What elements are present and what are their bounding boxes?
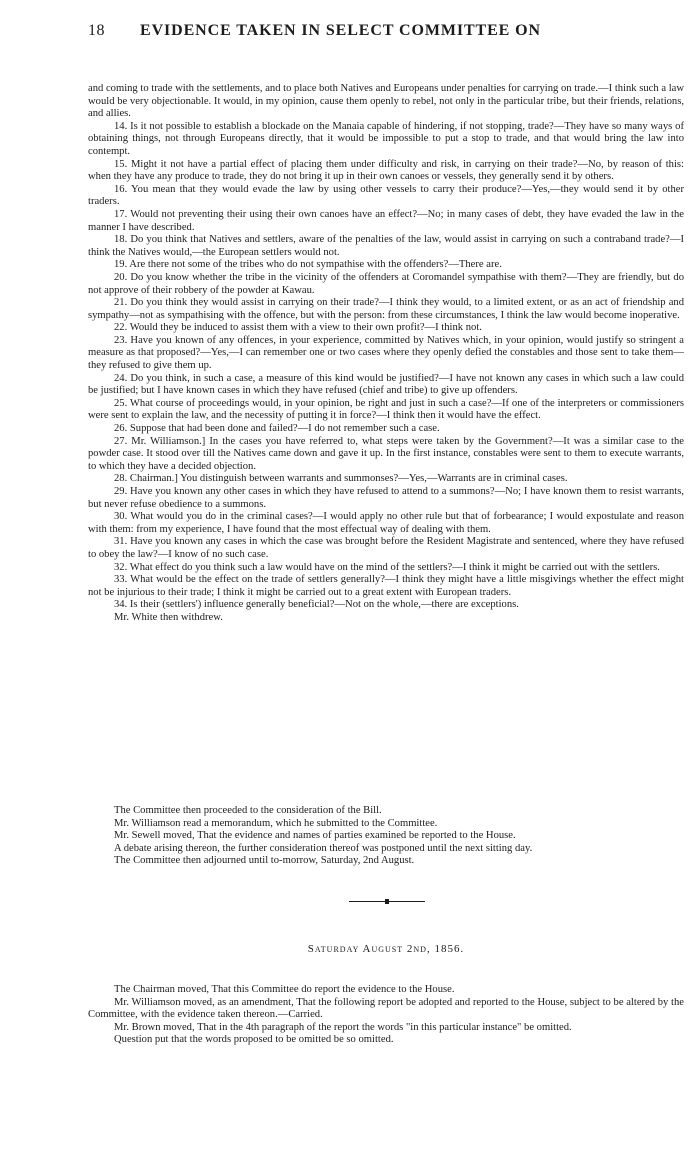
- evidence-paragraph: 26. Suppose that had been done and failed?—I do not remember such a case.: [114, 423, 440, 435]
- proceedings-section: [88, 805, 684, 868]
- evidence-paragraph: 28. Chairman.] You distinguish between warrants and summonses?—Yes,—Warrants are in criminal cases.: [114, 473, 568, 485]
- proceedings-paragraph: A debate arising thereon, the further consideration thereof was postponed until the next sitting day.: [114, 842, 533, 854]
- evidence-paragraph: 18. Do you think that Natives and settlers, aware of the penalties of the law, would assist in carrying on such a contraband trade?—I think the Natives would,—the European settlers would not.: [88, 234, 684, 258]
- proceedings-paragraph: The Committee then proceeded to the consideration of the Bill.: [114, 805, 382, 816]
- evidence-paragraph: 32. What effect do you think such a law would have on the mind of the settlers?—I think it might be carried out with the settlers.: [114, 561, 660, 573]
- evidence-paragraph: 19. Are there not some of the tribes who do not sympathise with the offenders?—There are.: [114, 259, 502, 271]
- evidence-paragraph: 30. What would you do in the criminal cases?—I would apply no other rule but that of forbearance; I would expostulate and reason with them: from my experience, I have found that the most effectual way of dealing with them.: [88, 511, 684, 535]
- evidence-paragraph: 24. Do you think, in such a case, a measure of this kind would be justified?—I have not known any cases in which such a law could be justified; but I have known cases in which they have refused (chief and tribe) to give up offenders.: [88, 372, 684, 397]
- saturday-section: [88, 984, 684, 1047]
- page-number: 18: [88, 22, 105, 39]
- evidence-paragraph: 25. What course of proceedings would, in your opinion, be right and just in such a case?—If one of the interpreters or commissioners were sent to explain the law, and the necessity of putting it in force?—I think then it would have the effect.: [88, 397, 684, 422]
- proceedings-paragraph: Mr. Williamson read a memorandum, which he submitted to the Committee.: [114, 817, 438, 829]
- evidence-paragraph: and coming to trade with the settlements, and to place both Natives and Europeans under penalties for carrying on trade.—I think such a law would be very objectionable. It would, in my opinion, cause them openly to rebel, not only in the particular tribe, but their friends, relations, and allies.: [88, 83, 684, 120]
- evidence-paragraph: 20. Do you know whether the tribe in the vicinity of the offenders at Coromandel sympathise with them?—They are friendly, but do not approve of their robbery of the powder at Kawau.: [88, 271, 684, 296]
- proceedings-paragraph: The Committee then adjourned until to-morrow, Saturday, 2nd August.: [114, 855, 415, 867]
- evidence-paragraph: 14. Is it not possible to establish a blockade on the Manaia capable of hindering, if not stopping, trade?—They have so many ways of obtaining things, not through Europeans directly, that it would be impossible to put a stop to trade, and that would bring the law into contempt.: [88, 120, 684, 157]
- evidence-paragraph: 29. Have you known any other cases in which they have refused to attend to a summons?—No; I have known them to resist warrants, but never refuse obedience to a summons.: [88, 486, 684, 510]
- proceedings-paragraph: Mr. Sewell moved, That the evidence and names of parties examined be reported to the House.: [114, 830, 516, 842]
- evidence-paragraph: 17. Would not preventing their using their own canoes have an effect?—No; in many cases of debt, they have evaded the law in the manner I have described.: [88, 208, 684, 233]
- evidence-section: [88, 83, 684, 625]
- evidence-paragraph: 23. Have you known of any offences, in your experience, committed by Natives which, in your opinion, would justify so stringent a measure as that proposed?—Yes,—I can remember one or two cases where they openly defied the constables and those sent to take them—they refused to give them up.: [88, 334, 684, 372]
- saturday-paragraph: Mr. Brown moved, That in the 4th paragraph of the report the words "in this particular instance" be omitted.: [114, 1021, 572, 1033]
- saturday-paragraph: Question put that the words proposed to be omitted be so omitted.: [114, 1034, 394, 1046]
- evidence-paragraph: 22. Would they be induced to assist them with a view to their own profit?—I think not.: [114, 322, 482, 334]
- evidence-paragraph: 21. Do you think they would assist in carrying on their trade?—I think they would, to a limited extent, or as an act of friendship and sympathy—not as sympathising with the offence, but with the person: from these circumstances, I think the law would become inoperative.: [88, 297, 684, 321]
- evidence-paragraph: 34. Is their (settlers') influence generally beneficial?—Not on the whole,—there are exceptions.: [114, 599, 519, 611]
- evidence-paragraph: 15. Might it not have a partial effect of placing them under difficulty and risk, in carrying on their trade?—No, by reason of this: when they have any produce to trade, they do not bring it up in their own canoes or vessels, they generally send it by others.: [88, 158, 684, 183]
- section-divider: [349, 901, 425, 902]
- evidence-paragraph: Mr. White then withdrew.: [114, 611, 223, 623]
- evidence-paragraph: 16. You mean that they would evade the law by using other vessels to carry their produce?—Yes,—they would send it by other traders.: [88, 183, 684, 208]
- evidence-paragraph: 33. What would be the effect on the trade of settlers generally?—I think they might have a little misgivings whether the effect might not be injurious to their trade; I think it might be carried out to a great extent with European traders.: [88, 574, 684, 598]
- date-heading: Saturday August 2nd, 1856.: [307, 943, 465, 955]
- evidence-paragraph: 27. Mr. Williamson.] In the cases you have referred to, what steps were taken by the Government?—It was a similar case to the powder case. It stood over till the Natives came down and gave it up. In the first instance, constables were sent to them to execute warrants, to which they have a decided objection.: [88, 435, 684, 472]
- page-header: [88, 22, 678, 48]
- saturday-paragraph: The Chairman moved, That this Committee do report the evidence to the House.: [114, 984, 455, 995]
- evidence-paragraph: 31. Have you known any cases in which the case was brought before the Resident Magistrate and sentenced, where they have refused to obey the law?—I know of no such case.: [88, 536, 684, 560]
- saturday-paragraph: Mr. Williamson moved, as an amendment, That the following report be adopted and reported to the House, subject to be altered by the Committee, with the evidence taken thereon.—Carried.: [88, 996, 684, 1021]
- running-title: EVIDENCE TAKEN IN SELECT COMMITTEE ON: [140, 22, 541, 39]
